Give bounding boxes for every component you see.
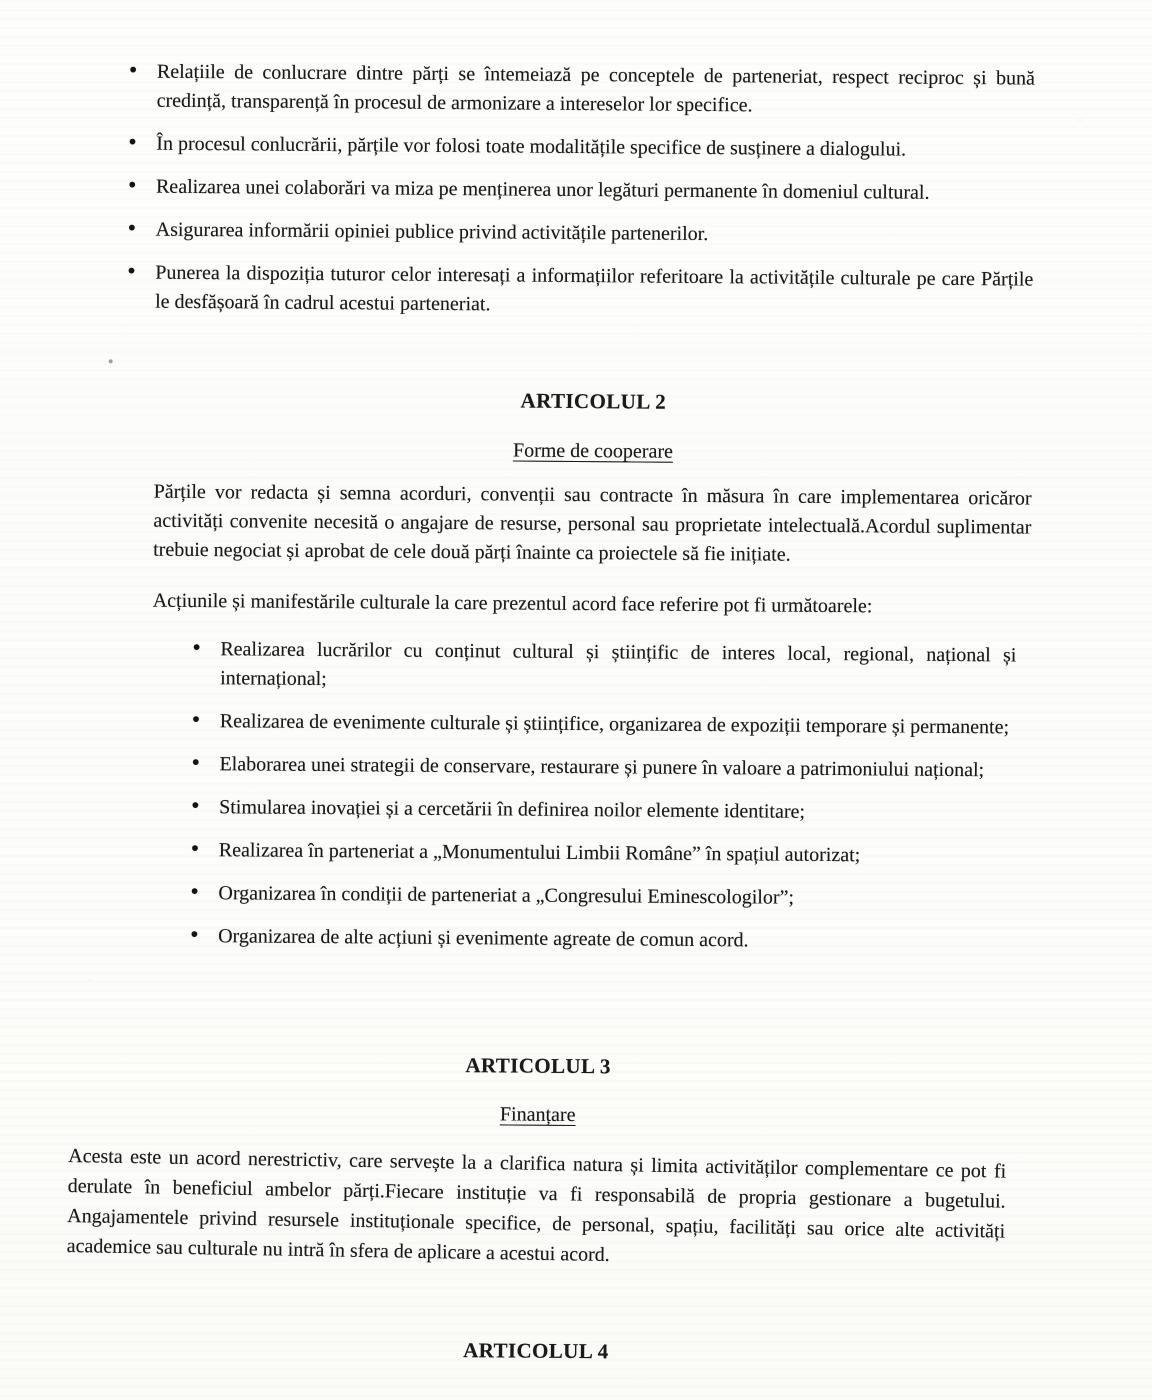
cooperation-forms-list [218, 635, 1017, 971]
list-item: • Realizarea unei colaborări va miza pe menținerea unor legături permanente în domeniul cultural. [156, 173, 1034, 209]
list-item: • Realizarea lucrărilor cu conținut cultural și științific de interes local, regional, național și internațional; [220, 635, 1016, 699]
list-item: • Asigurarea informării opiniei publice privind activitățile partenerilor. [156, 216, 1034, 252]
article-2-subheading-text: Forme de cooperare [512, 439, 673, 463]
partnership-principles-list [155, 58, 1035, 338]
list-item: • Elaborarea unei strategii de conservare, restaurare și punere în valoare a patrimoniului național; [219, 750, 1015, 785]
list-item: • Punerea la dispoziția tuturor celor interesați a informațiilor referitoare la activitățile culturale pe care Părțile le desfășoară în cadrul acestui parteneriat. [155, 259, 1033, 324]
article-2-heading: ARTICOLUL 2 [520, 388, 667, 414]
list-item: • Realizarea în parteneriat a „Monumentului Limbii Române” în spațiul autorizat; [219, 836, 1015, 871]
cultural-actions-intro: Acțiunile și manifestările culturale la care prezentul acord face referire pot fi următoarele: [152, 589, 873, 618]
list-item: • Relațiile de conlucrare dintre părți se întemeiază pe conceptele de parteneriat, respect reciproc și bună credință, transparență în procesul de armonizare a intereselor lor specifice. [157, 58, 1035, 123]
list-item: • Realizarea de evenimente culturale și științifice, organizarea de expoziții temporare și permanente; [220, 707, 1016, 742]
list-item: • În procesul conlucrării, părțile vor folosi toate modalitățile specifice de susținere a dialogului. [156, 130, 1034, 166]
article-2-paragraph: Părțile vor redacta și semna acorduri, convenții sau contracte în măsura în care implementarea oricăror activități convenite necesită o angajare de resurse, personal sau proprietate intelectuală.Acordul suplimentar trebuie negociat și aprobat de cele două părți înainte ca proiectele să fie inițiate. [153, 480, 1032, 566]
article-3-subheading-text: Finanțare [499, 1103, 576, 1127]
article-2-subheading [154, 435, 1032, 468]
article-3-paragraph: Acesta este un acord nerestrictiv, care servește la a clarifica natura și limita activităților complementare ce pot fi derulate în beneficiul ambelor părți.Fiecare instituție va fi responsabilă de propria gestionare a bugetului. Angajamentele privind resursele instituționale specifice, de personal, spațiu, facilități sau orice alte activități academice sau culturale nu intră în sfera de aplicare a acestui acord. [66, 1145, 1007, 1267]
article-3-subheading [102, 1098, 974, 1131]
list-item: • Stimularea inovației și a cercetării în definirea noilor elemente identitare; [219, 793, 1015, 828]
list-item: • Organizarea în condiții de parteneriat a „Congresului Eminescologilor”; [218, 879, 1014, 914]
list-item: • Organizarea de alte acțiuni și evenimente agreate de comun acord. [218, 922, 1014, 957]
article-4-heading: ARTICOLUL 4 [463, 1338, 609, 1364]
article-3-heading: ARTICOLUL 3 [465, 1053, 611, 1079]
scan-speck [109, 359, 113, 363]
